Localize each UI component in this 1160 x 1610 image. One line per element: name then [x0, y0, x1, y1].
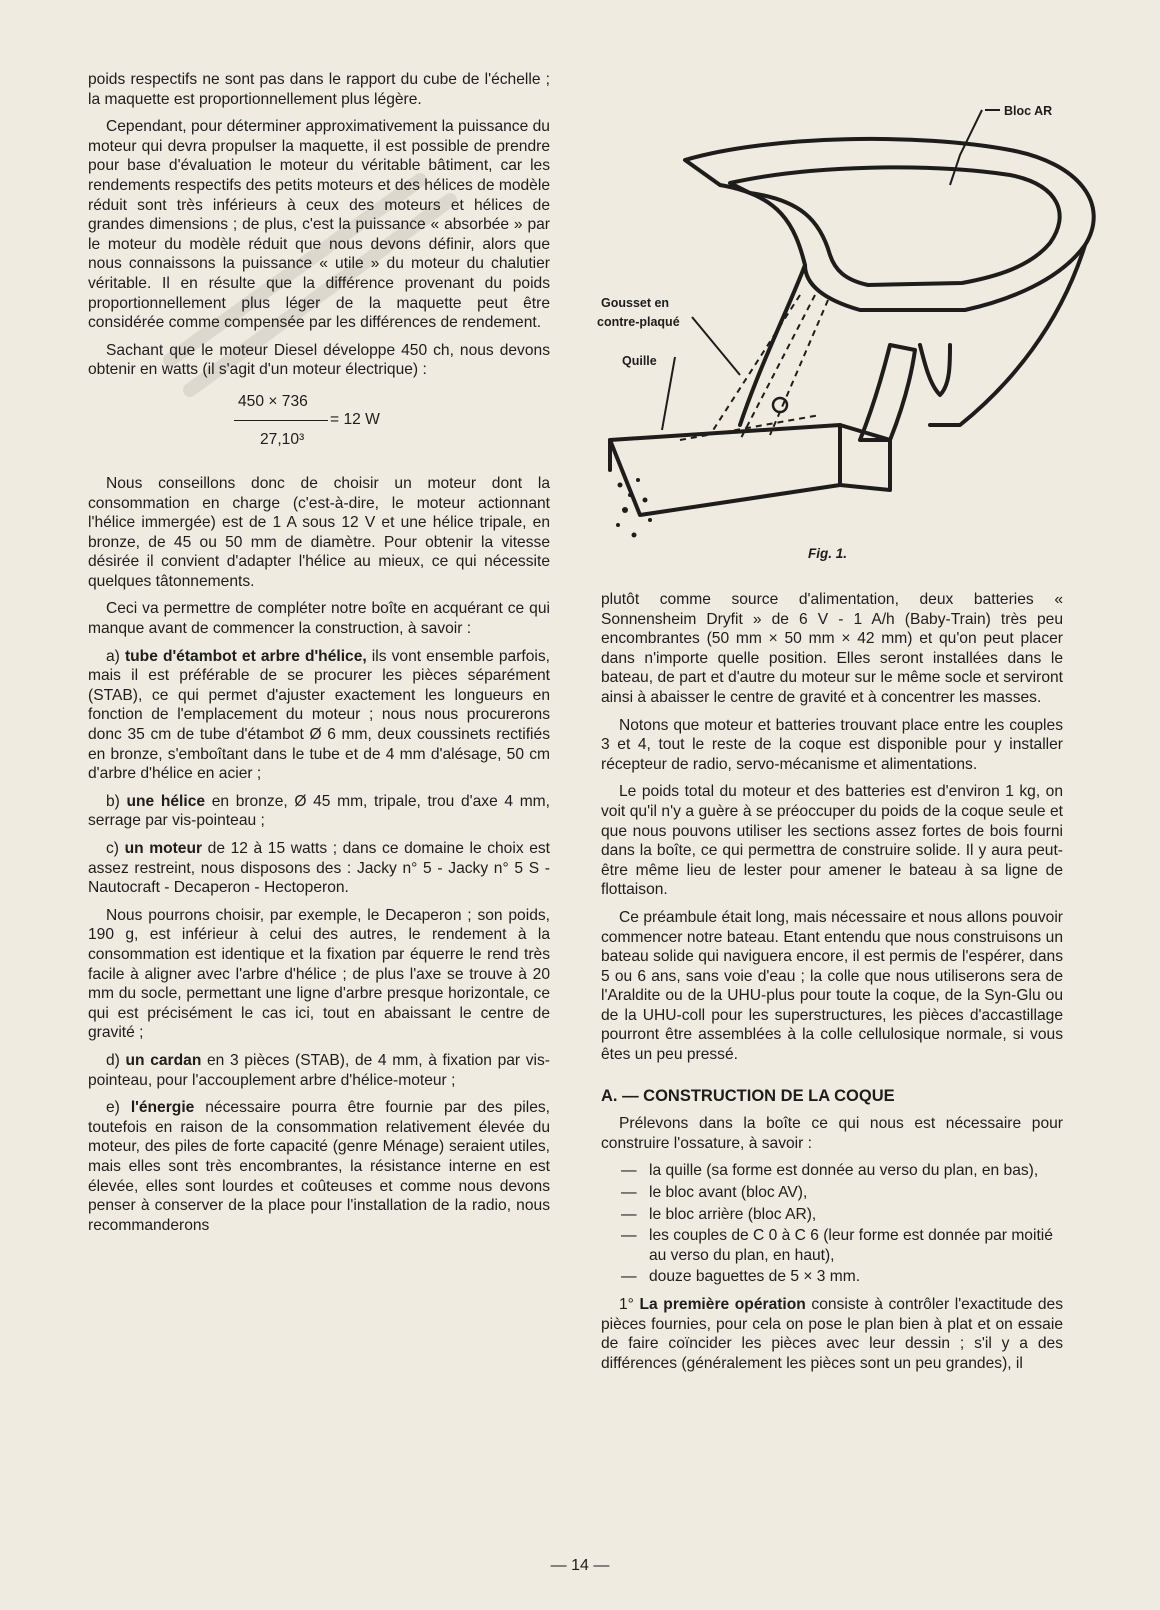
section-heading: A. — CONSTRUCTION DE LA COQUE — [601, 1086, 895, 1105]
label-bloc-ar: Bloc AR — [1004, 104, 1053, 118]
list-item — [601, 1205, 1063, 1225]
item-text: en 3 pièces (STAB), de 4 mm, à fixation par vis-pointeau, pour l'accouplement arbre d'hélice-moteur ; — [88, 1051, 550, 1089]
keel-broken-end-texture — [616, 478, 652, 538]
shaft-hole — [773, 398, 787, 412]
left-column — [88, 70, 550, 1243]
list-item-b — [88, 792, 550, 831]
dash-bullet: — — [621, 1205, 637, 1223]
list-item-text: la quille (sa forme est donnée au verso du plan, en bas), — [649, 1162, 1039, 1180]
item-letter: a) — [106, 647, 125, 665]
formula-result: = 12 W — [330, 410, 380, 428]
stern-block-inner-rim — [730, 167, 1060, 285]
formula-numerator: 450 × 736 — [238, 392, 308, 410]
hull-stern-illustration — [590, 95, 1100, 575]
paragraph: Nous pourrons choisir, par exemple, le Decaperon ; son poids, 190 g, est inférieur à celui des autres, le rendement à la consommation est identique et la fixation par équerre le rend très facile à aligner avec l'arbre d'hélice ; de plus l'axe se trouve à 20 mm du socle, permettant une ligne d'arbre presque horizontale, ce qui est précisément le cas ici, tout en abaissant le centre de gravité ; — [88, 906, 550, 1042]
paragraph: poids respectifs ne sont pas dans le rapport du cube de l'échelle ; la maquette est proportionnellement plus légère. — [88, 71, 550, 108]
paragraph — [601, 1295, 1063, 1373]
keel-slot — [860, 345, 915, 440]
paragraph: Ceci va permettre de compléter notre boîte en acquérant ce qui manque avant de commencer la construction, à savoir : — [88, 600, 550, 638]
formula-denominator: 27,10³ — [260, 430, 305, 448]
label-gousset-line2: contre-plaqué — [597, 315, 680, 329]
power-formula — [88, 388, 550, 464]
paragraph: Cependant, pour déterminer approximativement la puissance du moteur qui devra propulser la maquette, il est possible de prendre pour base d'évaluation le moteur du véritable bâtiment, car les rendements respectifs des petits moteurs et des hélices de modèle réduit sont très inférieurs à ceux des moteurs et hélices de grandes dimensions ; de plus, c'est la puissance « absorbée » par le moteur du modèle réduit que nous devons définir, alors que nous connaissons la puissance « utile » du moteur du chalutier véritable. Il en résulte que la différence provenant du poids proportionnellement plus léger de la maquette peut être considérée comme compensée par les différences de rendement. — [88, 118, 550, 332]
leader-gousset — [692, 317, 740, 375]
list-item — [601, 1161, 1063, 1181]
item-keyword: un moteur — [124, 840, 203, 857]
fraction-bar — [234, 420, 328, 421]
list-item-text: le bloc arrière (bloc AR), — [649, 1205, 817, 1223]
dash-bullet: — — [621, 1227, 637, 1245]
item-keyword: une hélice — [126, 792, 206, 810]
item-keyword: un cardan — [125, 1051, 202, 1069]
paragraph: Sachant que le moteur Diesel développe 450 ch, nous devons obtenir en watts (il s'agit d'un moteur électrique) : — [88, 341, 550, 379]
label-gousset-line1: Gousset en — [601, 296, 670, 310]
leader-bloc-ar — [950, 110, 982, 185]
keel-side — [840, 425, 890, 490]
dash-bullet: — — [621, 1184, 637, 1202]
bracket-cutout — [920, 345, 950, 395]
figure-caption: Fig. 1. — [808, 546, 848, 561]
list-item-text: douze baguettes de 5 × 3 mm. — [649, 1268, 861, 1286]
item-letter: e) — [106, 1099, 131, 1117]
step-keyword: La première opération — [639, 1296, 806, 1313]
list-item-d — [88, 1051, 550, 1090]
dash-bullet: — — [621, 1268, 637, 1286]
list-item-text: les couples de C 0 à C 6 (leur forme est donnée par moitié au verso du plan, en haut), — [649, 1227, 1053, 1264]
paragraph: Ce préambule était long, mais nécessaire et nous allons pouvoir commencer notre bateau. Etant entendu que nous construisons un bateau solide qui naviguera encore, il est permis de l'espérer, dans 5 ou 6 ans, sans voie d'eau ; la colle que nous utiliserons sera de l'Araldite ou de la UHU-plus pour toute la coque, de la Syn-Glu ou de la UHU-coll pour les superstructures, les pièces d'accastillage pourront être assemblées à la colle cellulosique normale, si vous êtes un peu pressé. — [601, 908, 1063, 1064]
item-letter: c) — [106, 840, 125, 857]
label-quille: Quille — [622, 354, 657, 368]
paragraph: Prélevons dans la boîte ce qui nous est nécessaire pour construire l'ossature, à savoir : — [601, 1115, 1063, 1152]
item-keyword: tube d'étambot et arbre d'hélice, — [124, 647, 367, 665]
paragraph: Le poids total du moteur et des batteries est d'environ 1 kg, on voit qu'il n'y a guère à se préoccuper du poids de la coque seule et que nous pouvons utiliser les sections assez fortes de bois fourni dans la boîte, ce qui permettra de construire solide. Il y aura peut-être même lieu de lester pour amener le bateau à sa ligne de flottaison. — [601, 783, 1063, 899]
item-letter: d) — [106, 1051, 126, 1069]
list-item-c — [88, 839, 550, 898]
step-text: consiste à contrôler l'exactitude des pièces fournies, pour cela on pose le plan bien à plat et on essaie de faire coïncider les pièces avec leur dessin ; s'il y a des différences (généralement les pièces sont un peu grandes), il — [601, 1296, 1064, 1372]
paragraph: Nous conseillons donc de choisir un moteur dont la consommation en charge (c'est-à-dire, le moteur actionnant l'hélice immergée) est de 1 A sous 12 V et une hélice tripale, en bronze, de 45 ou 50 mm de diamètre. Pour obtenir la vitesse désirée il convient d'adapter l'hélice au mieux, ce qui nécessite quelques tâtonnements. — [88, 474, 550, 590]
parts-list — [601, 1161, 1063, 1287]
item-letter: b) — [106, 792, 127, 810]
item-text: en bronze, Ø 45 mm, tripale, trou d'axe 4 mm, serrage par vis-pointeau ; — [88, 792, 551, 830]
paragraph: plutôt comme source d'alimentation, deux batteries « Sonnensheim Dryfit » de 6 V - 1 A/h (Baby-Train) très peu encombrantes (50 mm × 50 mm × 42 mm) et qu'on peut placer dans n'importe quelle position. Elles seront installées dans le bateau, de part et d'autre du moteur sur le même socle et serviront ainsi à abaisser le centre de gravité et à concentrer les masses. — [601, 591, 1063, 706]
list-item — [601, 1226, 1063, 1265]
page-number: — 14 — — [550, 1557, 610, 1574]
item-text: ils vont ensemble parfois, mais il est préférable de se procurer les pièces séparément (STAB), ce qui permet d'ajuster exactement les longueurs en fonction de l'emplacement du moteur ; nous nous procurerons donc 35 cm de tube d'étambot Ø 6 mm, deux coussinets rectifiés en bronze, s'emboîtant dans le tube et de 4 mm d'alésage, 50 cm d'arbre d'hélice en acier ; — [88, 647, 550, 783]
hull-side-line — [740, 265, 805, 425]
step-number: 1° — [619, 1296, 640, 1313]
paragraph: Notons que moteur et batteries trouvant place entre les couples 3 et 4, tout le reste de la coque est disponible pour y installer récepteur de radio, servo-mécanisme et alimentations. — [601, 716, 1063, 773]
item-keyword: l'énergie — [130, 1099, 195, 1117]
leader-quille — [662, 357, 675, 430]
right-column — [601, 590, 1063, 1381]
list-item — [601, 1183, 1063, 1203]
list-item-e — [88, 1098, 550, 1235]
item-text: de 12 à 15 watts ; dans ce domaine le choix est assez restreint, nous disposons des : Jacky n° 5 - Jacky n° 5 S - Nautocraft - Decaperon - Hectoperon. — [88, 840, 550, 897]
item-text: nécessaire pourra être fournie par des piles, toutefois en raison de la consommation relativement élevée du moteur, des piles de forte capacité (genre Ménage) seraient utiles, mais elles sont très encombrantes, la résistance interne en est élevée, elles sont lourdes et coûteuses et comme nous devons penser à conserver de la place pour l'installation de la radio, nous recommanderons — [88, 1099, 550, 1234]
dash-bullet: — — [621, 1162, 637, 1180]
list-item — [601, 1267, 1063, 1287]
list-item-text: le bloc avant (bloc AV), — [649, 1184, 808, 1202]
list-item-a — [88, 647, 550, 784]
